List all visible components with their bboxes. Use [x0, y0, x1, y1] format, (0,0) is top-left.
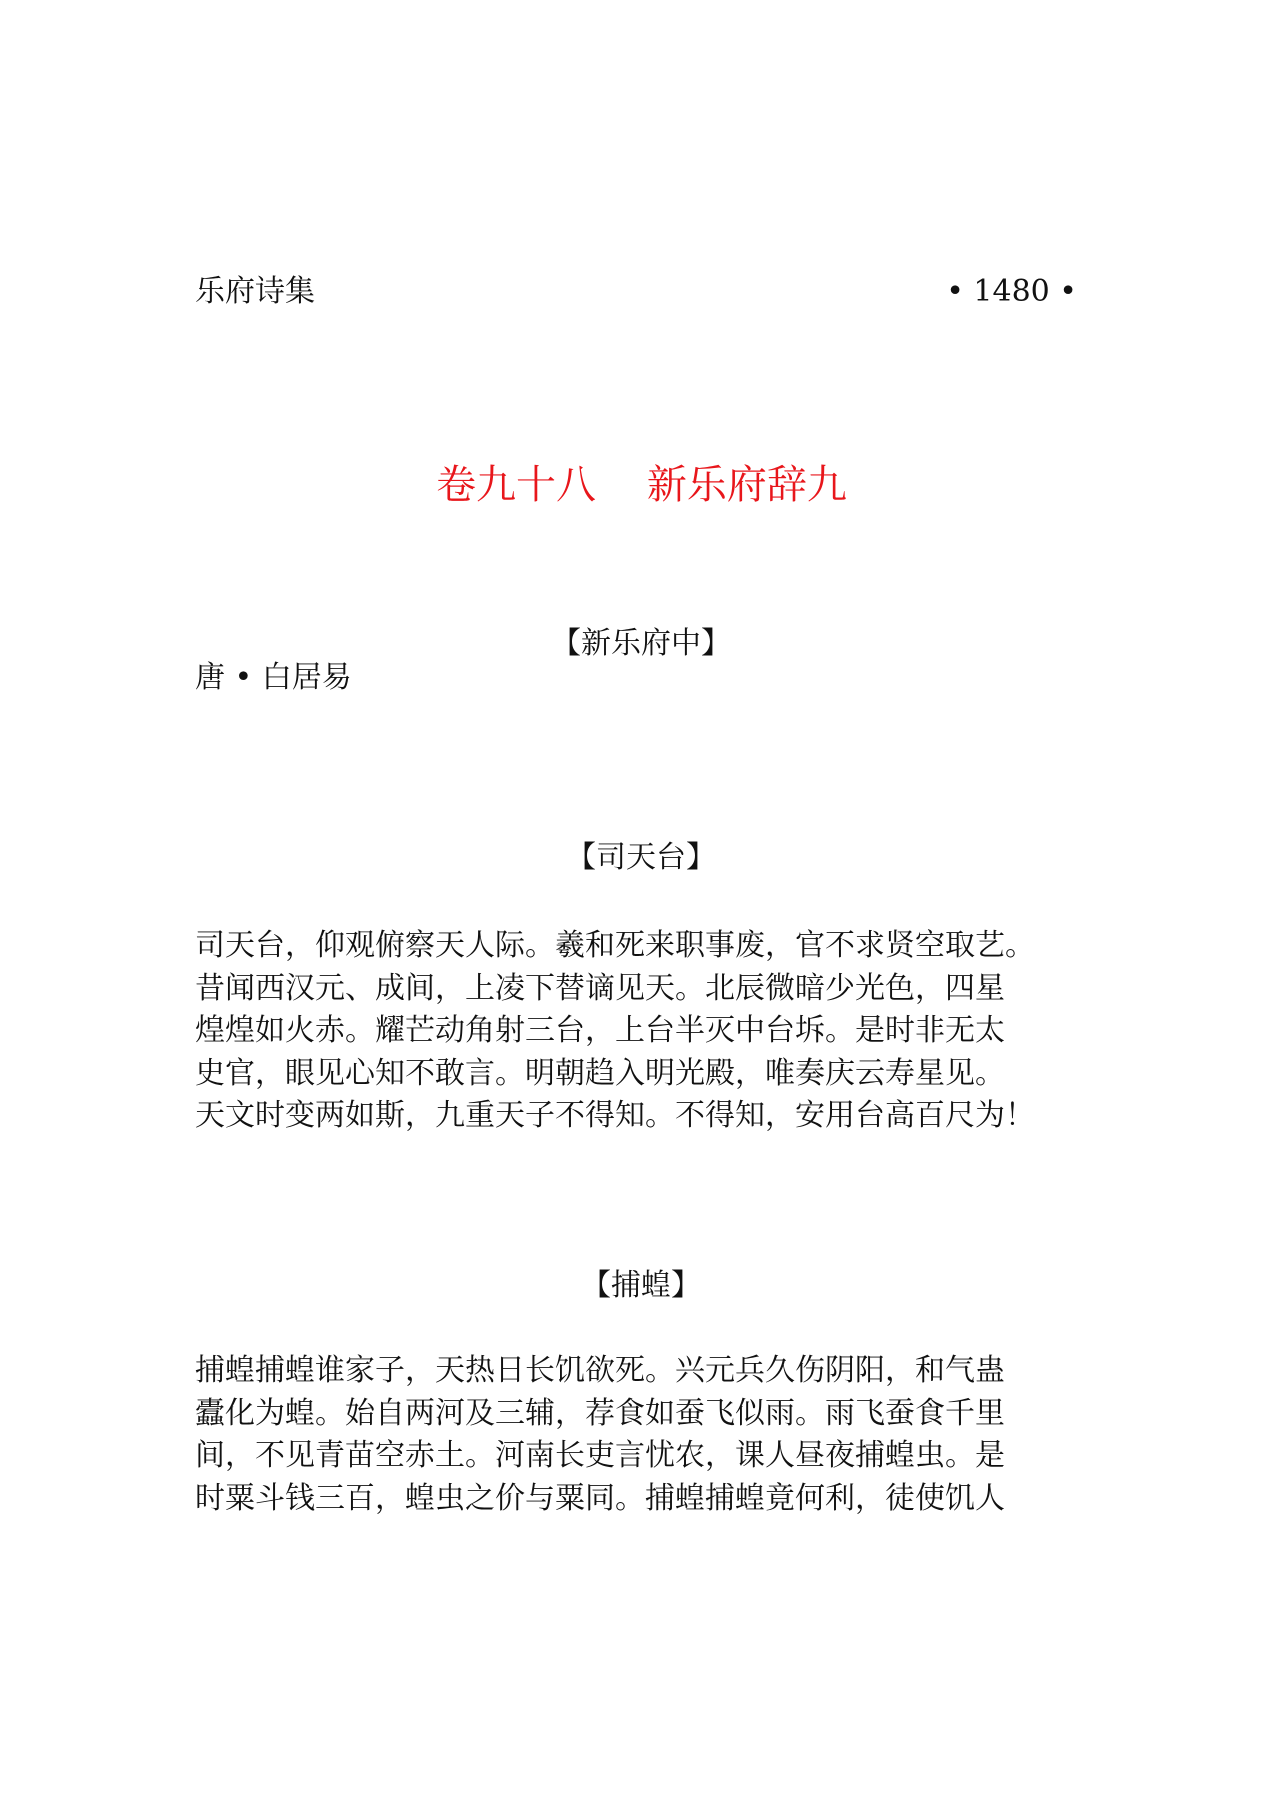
chapter-title: 卷九十八 新乐府辞九 [436, 462, 847, 508]
poem-line: 史官，眼见心知不敢言。明朝趋入明光殿，唯奏庆云寿星见。 [195, 1055, 1005, 1091]
poem-line: 昔闻西汉元、成间，上凌下替谪见天。北辰微暗少光色，四星 [195, 970, 1005, 1006]
book-title: 乐府诗集 [195, 274, 315, 309]
poem-line: 煌煌如火赤。耀芒动角射三台，上台半灭中台坼。是时非无太 [195, 1013, 1005, 1048]
poem-line: 时粟斗钱三百，蝗虫之价与粟同。捕蝗捕蝗竟何利，徒使饥人 [195, 1480, 1005, 1516]
poem-line: 捕蝗捕蝗谁家子，天热日长饥欲死。兴元兵久伤阴阳，和气蛊 [195, 1353, 1005, 1388]
page-header [195, 272, 1077, 312]
poem-body-buhuang [195, 1350, 1095, 1520]
author-line: 唐 • 白居易 [195, 660, 352, 695]
collection-heading: 【新乐府中】 [551, 626, 731, 661]
poem-line: 蠹化为蝗。始自两河及三辅，荐食如蚕飞似雨。雨飞蚕食千里 [195, 1395, 1005, 1431]
poem-heading-sitiantai: 【司天台】 [566, 840, 716, 875]
poem-heading-buhuang: 【捕蝗】 [581, 1268, 701, 1303]
poem-line: 司天台，仰观俯察天人际。羲和死来职事废，官不求贤空取艺。 [195, 928, 1035, 963]
poem-body-sitiantai [195, 925, 1095, 1138]
poem-line: 天文时变两如斯，九重天子不得知。不得知，安用台高百尺为！ [195, 1098, 1035, 1133]
page-number: • 1480 • [946, 274, 1077, 309]
poem-line: 间，不见青苗空赤土。河南长吏言忧农，课人昼夜捕蝗虫。是 [195, 1438, 1005, 1473]
